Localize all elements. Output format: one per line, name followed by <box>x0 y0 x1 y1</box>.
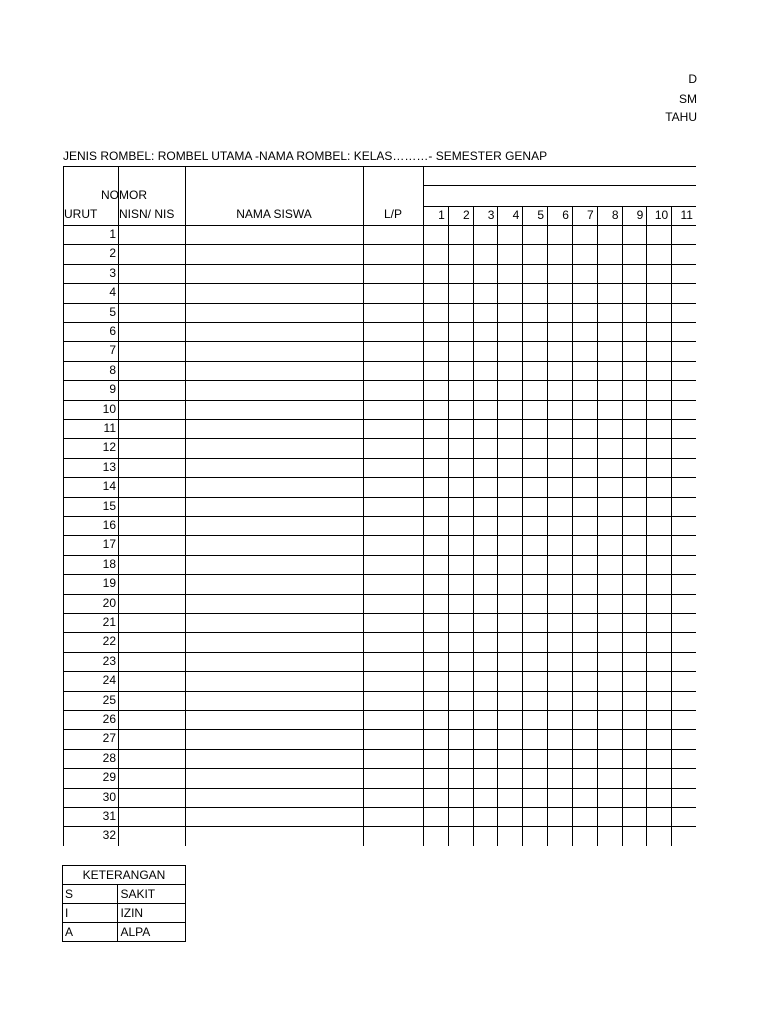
legend-code: I <box>63 904 118 923</box>
row-number: 9 <box>109 382 116 397</box>
row-number: 3 <box>109 265 116 280</box>
row-number: 22 <box>102 634 116 649</box>
row-number: 30 <box>102 789 116 804</box>
row-number: 18 <box>102 556 116 571</box>
row-number: 24 <box>102 673 116 688</box>
row-number: 31 <box>102 809 116 823</box>
lp-header: L/P <box>383 207 402 221</box>
grid-svg <box>63 166 696 846</box>
row-number: 23 <box>102 653 116 668</box>
day-header-label: 2 <box>462 208 470 222</box>
day-header-label: 3 <box>487 208 495 222</box>
nama-siswa-header: NAMA SISWA <box>236 207 312 221</box>
legend-meaning: SAKIT <box>118 885 186 904</box>
row-number: 12 <box>102 440 116 455</box>
day-header-label: 4 <box>512 208 520 222</box>
sheet-subtitle: JENIS ROMBEL: ROMBEL UTAMA -NAMA ROMBEL: KELAS………- SEMESTER GENAP <box>63 149 548 163</box>
row-number: 11 <box>103 421 116 435</box>
day-header-label: 10 <box>654 208 669 222</box>
day-header-label: 9 <box>636 208 644 222</box>
nisn-header: NISN/ NIS <box>119 207 175 221</box>
row-number: 16 <box>102 518 116 532</box>
legend-table <box>62 865 186 942</box>
legend-code: S <box>63 885 118 904</box>
row-number: 17 <box>102 537 116 552</box>
row-number: 7 <box>109 343 116 358</box>
row-number: 25 <box>102 692 116 707</box>
legend-row <box>63 885 186 904</box>
legend-title-row <box>63 866 186 885</box>
legend-row <box>63 904 186 923</box>
row-number: 6 <box>109 324 116 338</box>
table-grid-lines <box>63 166 696 846</box>
day-header-label: 6 <box>562 208 569 222</box>
nomor-header: NOMOR <box>101 188 147 202</box>
day-header-label: 8 <box>611 208 619 222</box>
row-number: 5 <box>109 304 116 319</box>
row-number: 4 <box>109 285 116 300</box>
row-number: 32 <box>102 828 116 843</box>
row-number: 1 <box>109 227 116 241</box>
row-number: 8 <box>109 362 116 377</box>
legend-title: KETERANGAN <box>63 866 186 885</box>
header-line-3: TAHU <box>665 110 697 124</box>
row-number: 29 <box>102 770 116 785</box>
legend-meaning: IZIN <box>118 904 186 923</box>
day-header-label: 7 <box>587 208 594 222</box>
row-number: 10 <box>102 401 116 416</box>
row-number: 19 <box>102 576 116 591</box>
row-number: 20 <box>102 595 116 610</box>
day-header-label: 11 <box>680 208 693 222</box>
header-line-1: D <box>688 72 697 86</box>
row-number: 27 <box>102 731 116 746</box>
legend-code: A <box>63 923 118 942</box>
urut-header: URUT <box>64 207 98 221</box>
legend-row <box>63 923 186 942</box>
row-number: 15 <box>102 498 116 513</box>
row-number: 26 <box>102 712 116 726</box>
day-header-label: 1 <box>438 208 445 222</box>
row-number: 2 <box>109 246 116 261</box>
legend-meaning: ALPA <box>118 923 186 942</box>
row-number: 28 <box>102 750 116 765</box>
row-number: 21 <box>102 615 116 629</box>
row-number: 13 <box>102 459 116 474</box>
day-header-label: 5 <box>537 208 545 222</box>
header-line-2: SM <box>679 92 697 106</box>
row-number: 14 <box>102 479 116 494</box>
